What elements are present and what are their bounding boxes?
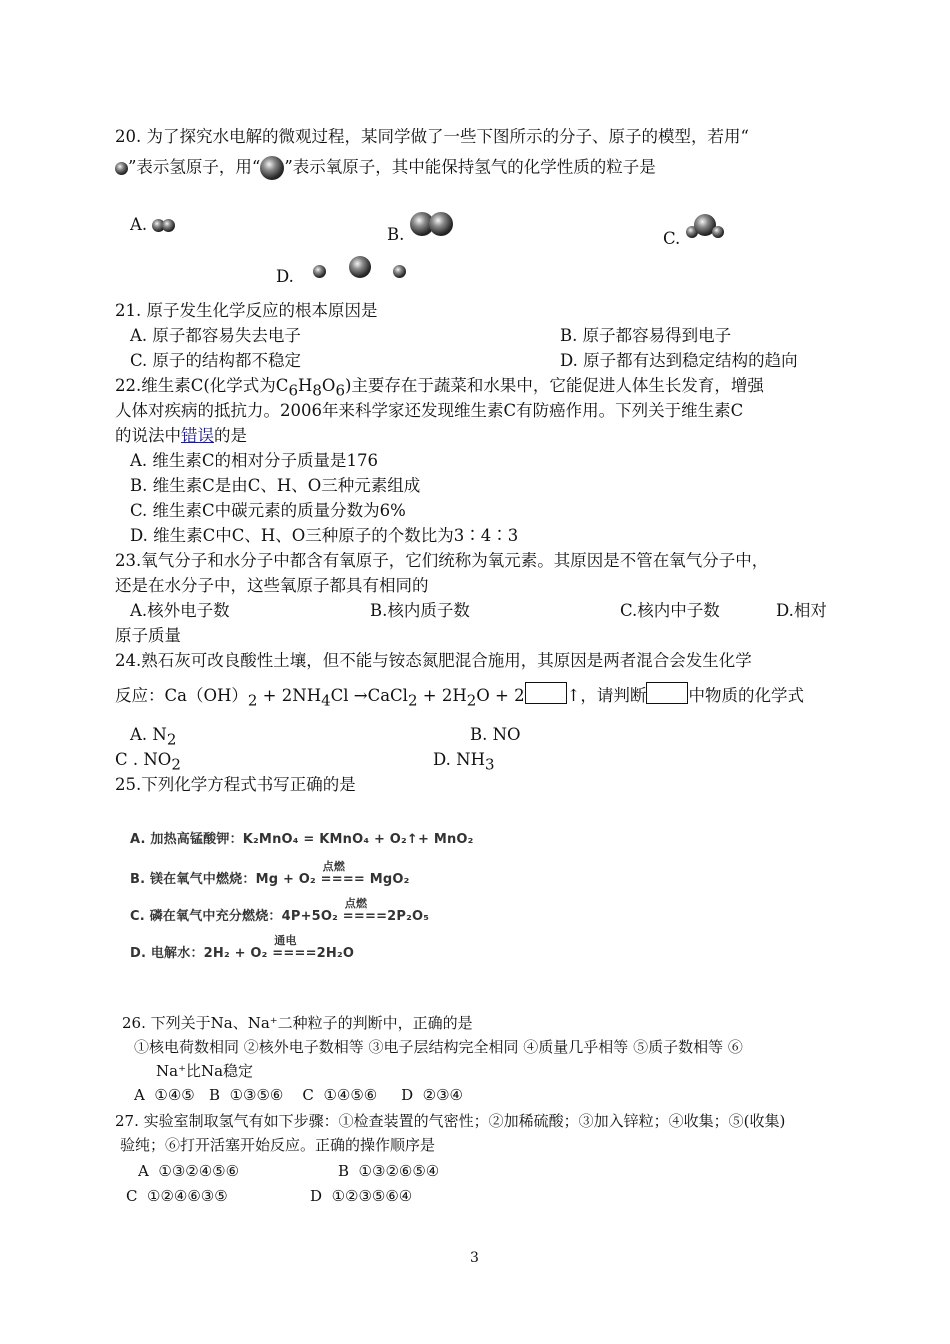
hydrogen-atom-icon	[393, 265, 406, 278]
q22-line1: 22.维生素C(化学式为$C_6H_8O_6$)主要存在于蔬菜和水果中，它能促进人体生长发育，增强	[115, 376, 764, 400]
q21-stem: 21. 原子发生化学反应的根本原因是	[115, 301, 378, 320]
q24-option-b[interactable]: B. NO	[470, 725, 521, 744]
q25-option-a[interactable]: A. 加热高锰酸钾：K₂MnO₄ = KMnO₄ + O₂↑+ MnO₂	[130, 832, 474, 847]
q21-option-c[interactable]: C. 原子的结构都不稳定	[130, 351, 302, 370]
q20-option-a[interactable]	[130, 214, 175, 236]
q25-option-c[interactable]: C. 磷在氧气中充分燃烧：4P+5O₂ 点燃 ====2P₂O₅	[130, 897, 430, 924]
q24-equation: 反应：$Ca(OH)_2 + 2NH_4Cl$ →CaCl$_2$ + $2H_2O + 2$ ↑，请判断 中物质的化学式	[115, 682, 804, 711]
q23-option-a[interactable]: A.核外电子数	[130, 601, 230, 620]
q27-option-a[interactable]: A ①③②④⑤⑥	[138, 1162, 240, 1180]
q23-line2: 还是在水分子中，这些氧原子都具有相同的	[115, 576, 429, 595]
hydrogen-atom-icon	[313, 265, 326, 278]
q23-option-b[interactable]: B.核内质子数	[370, 601, 470, 620]
q24-option-c[interactable]: C . $NO_2$	[115, 750, 181, 774]
q22-option-d[interactable]: D. 维生素C中C、H、O三种原子的个数比为3∶4∶3	[130, 526, 519, 545]
q23-option-d-tail: 原子质量	[115, 626, 181, 645]
q24-option-d[interactable]: D. $NH_3$	[433, 750, 495, 774]
q22-option-a[interactable]: A. 维生素C的相对分子质量是176	[130, 451, 379, 470]
q21-option-b[interactable]: B. 原子都容易得到电子	[560, 326, 732, 345]
q27-option-d[interactable]: D ①②③⑤⑥④	[310, 1187, 413, 1205]
q26-statements-tail: Na⁺比Na稳定	[156, 1062, 254, 1080]
answer-blank-box[interactable]	[525, 682, 567, 704]
q23-option-d[interactable]: D.相对	[776, 601, 827, 620]
hydrogen-atom-icon	[115, 162, 128, 175]
q27-line2: 验纯；⑥打开活塞开始反应。正确的操作顺序是	[120, 1136, 436, 1154]
q23-option-c[interactable]: C.核内中子数	[620, 601, 720, 620]
q27-option-c[interactable]: C ①②④⑥③⑤	[126, 1187, 228, 1205]
q26-stem: 26. 下列关于Na、Na⁺二种粒子的判断中，正确的是	[122, 1014, 473, 1032]
q21-option-a[interactable]: A. 原子都容易失去电子	[130, 326, 301, 345]
o2-molecule-icon	[429, 212, 453, 236]
water-molecule-icon	[686, 214, 730, 240]
q24-line1: 24.熟石灰可改良酸性土壤，但不能与铵态氮肥混合施用，其原因是两者混合会发生化学	[115, 651, 752, 670]
h2-molecule-icon	[162, 219, 175, 232]
oxygen-atom-icon	[260, 156, 284, 180]
q22-line2: 人体对疾病的抵抗力。2006年来科学家还发现维生素C有防癌作用。下列关于维生素C	[115, 401, 744, 420]
q20-line1: 20. 为了探究水电解的微观过程，某同学做了一些下图所示的分子、原子的模型，若用“	[115, 127, 749, 146]
q22-emphasis: 错误	[181, 426, 214, 445]
q25-stem: 25.下列化学方程式书写正确的是	[115, 775, 356, 794]
q20-option-c[interactable]	[663, 214, 730, 250]
q26-options[interactable]: A ①④⑤ B ①③⑤⑥ C ①④⑤⑥ D ②③④	[134, 1086, 463, 1104]
q20-line2	[115, 156, 656, 180]
q20-option-c-label: C.	[663, 229, 681, 248]
q22-option-b[interactable]: B. 维生素C是由C、H、O三种元素组成	[130, 476, 421, 495]
q25-option-b[interactable]: B. 镁在氧气中燃烧：Mg + O₂ 点燃 ==== MgO₂	[130, 860, 410, 887]
q26-statements: ①核电荷数相同 ②核外电子数相等 ③电子层结构完全相同 ④质量几乎相等 ⑤质子数相等 ⑥	[134, 1038, 743, 1056]
q20-option-b[interactable]	[387, 212, 453, 246]
page-number: 3	[470, 1250, 479, 1266]
oxygen-atom-icon	[349, 256, 371, 278]
q27-option-b[interactable]: B ①③②⑥⑤④	[338, 1162, 440, 1180]
q20-option-a-label: A.	[130, 215, 148, 234]
answer-blank-box[interactable]	[646, 682, 688, 704]
q22-option-c[interactable]: C. 维生素C中碳元素的质量分数为6%	[130, 501, 406, 520]
q20-option-d[interactable]	[276, 256, 406, 288]
q21-option-d[interactable]: D. 原子都有达到稳定结构的趋向	[560, 351, 798, 370]
q20-option-b-label: B.	[387, 225, 405, 244]
q23-line1: 23.氧气分子和水分子中都含有氧原子，它们统称为氧元素。其原因是不管在氧气分子中，	[115, 551, 769, 570]
q24-option-a[interactable]: A. $N_2$	[130, 725, 177, 749]
q20-option-d-label: D.	[276, 267, 294, 286]
q20-line2-end: ”表示氧原子，其中能保持氢气的化学性质的粒子是	[284, 157, 656, 177]
q25-option-d[interactable]: D. 电解水：2H₂ + O₂ 通电 ====2H₂O	[130, 934, 355, 961]
q22-line3: 的说法中错误的是	[115, 426, 247, 445]
q20-line2-mid: ”表示氢原子，用“	[128, 157, 261, 177]
q27-line1: 27. 实验室制取氢气有如下步骤：①检查装置的气密性；②加稀硫酸；③加入锌粒；④收集；⑤(收集)	[115, 1112, 786, 1130]
